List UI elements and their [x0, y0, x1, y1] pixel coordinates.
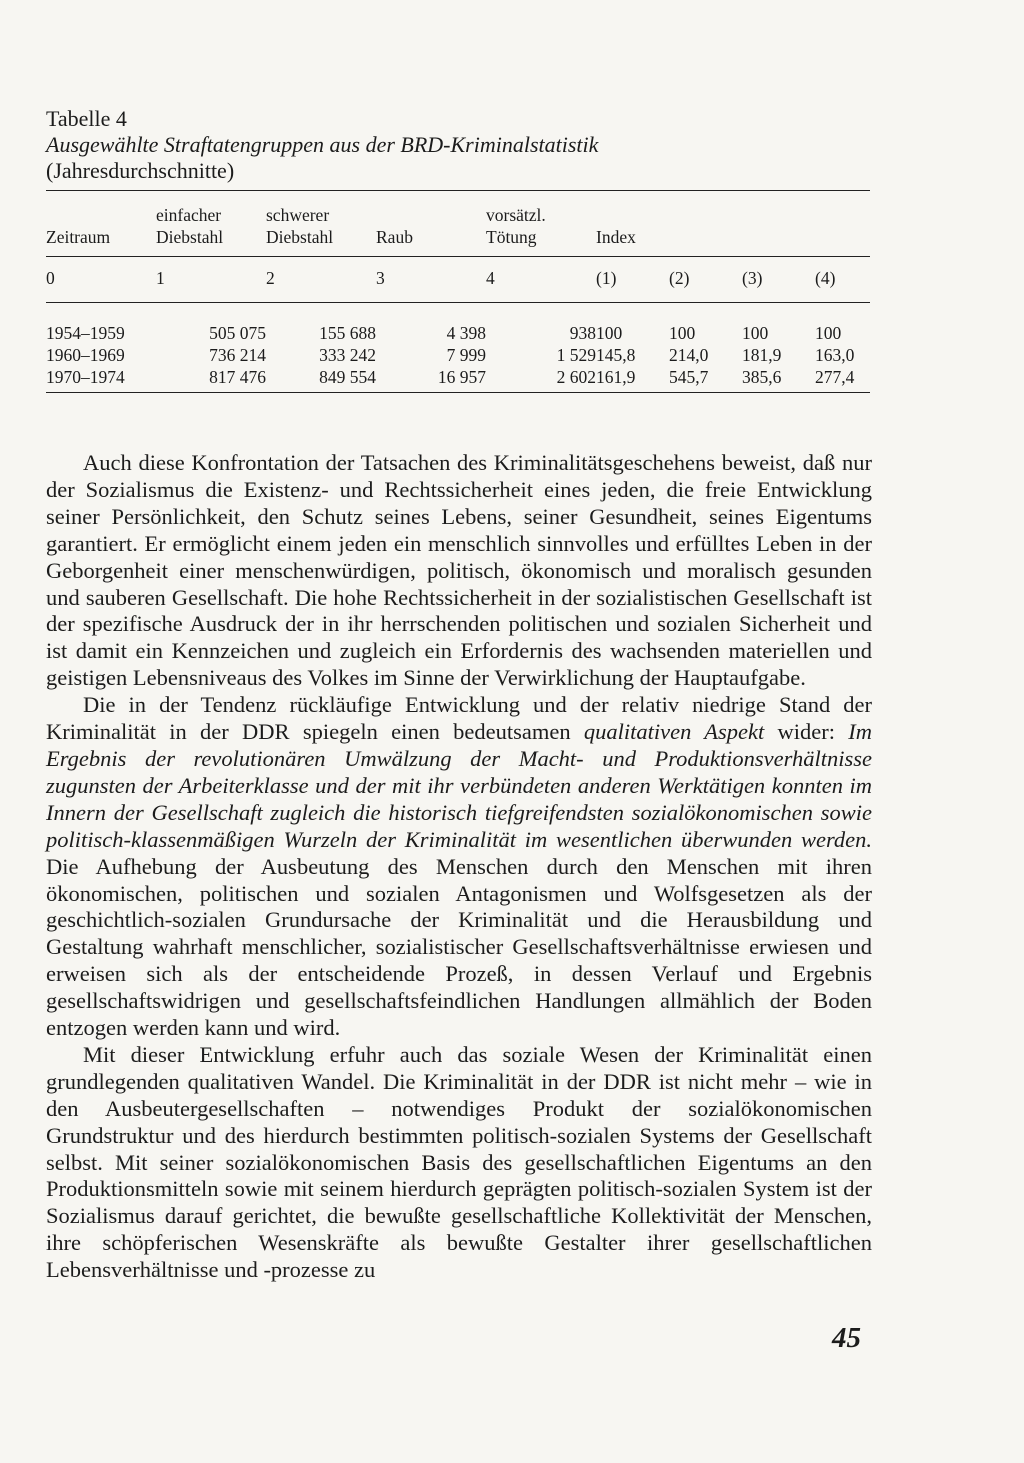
table-row [46, 322, 870, 344]
table-cell: 145,8 [596, 345, 636, 365]
column-number: (2) [669, 268, 690, 288]
table-subtitle: (Jahresdurchschnitte) [46, 158, 235, 183]
table-cell: 214,0 [669, 345, 709, 365]
table-cell: 736 214 [209, 345, 266, 365]
spacer-cell [46, 308, 870, 322]
table-cell: 817 476 [209, 367, 266, 387]
column-number: (4) [815, 268, 836, 288]
paragraph [46, 450, 872, 692]
text-run: Mit dieser Entwicklung erfuhr auch das soziale Wesen der Kriminalität einen grundlegenden qualitativen Wandel. Die Kriminalität in der DDR ist nicht mehr – wie in den Ausbeutergesellschaften – notwendiges Produkt der sozialökonomischen Grundstruktur und des hierdurch bestimmten politisch-sozialen Systems der Gesellschaft selbst. Mit seiner sozialökonomischen Basis des gesellschaftlichen Eigentums an den Produktionsmitteln sowie mit seinem hierdurch geprägten politisch-sozialen System ist der Sozialismus darauf gerichtet, die bewußte gesellschaftliche Kollektivität der Menschen, ihre schöpferischen Wesenskräfte als bewußte Gestalter ihrer gesellschaftlichen Lebensverhältnisse und -prozesse zu [46, 1041, 872, 1283]
table-header-row [46, 198, 870, 248]
table-cell: 385,6 [742, 367, 782, 387]
table-cell: 277,4 [815, 367, 855, 387]
text-run: wider: [764, 719, 849, 745]
crime-statistics-table [46, 198, 870, 388]
column-header-line: schwerer [266, 205, 330, 225]
column-number: (1) [596, 268, 617, 288]
paragraph [46, 692, 872, 1042]
table-cell: 16 957 [437, 367, 486, 387]
table-cell: 505 075 [209, 323, 266, 343]
table-cell: 545,7 [669, 367, 709, 387]
paragraph [46, 1042, 872, 1284]
column-header-line: einfacher [156, 205, 222, 225]
table-bottom-rule [46, 392, 870, 393]
column-header-line: Diebstahl [266, 227, 334, 247]
column-number: (3) [742, 268, 763, 288]
body-text [46, 450, 872, 1284]
column-header-line: vorsätzl. [486, 205, 546, 225]
table-cell: 100 [669, 323, 696, 343]
column-header-line: Raub [376, 227, 413, 247]
column-number: 0 [46, 268, 55, 288]
column-header-line: Zeitraum [46, 227, 111, 247]
table-label: Tabelle 4 [46, 106, 127, 131]
column-header [742, 198, 815, 248]
column-header [486, 198, 596, 248]
table-cell: 7 999 [446, 345, 486, 365]
table-caption [46, 106, 876, 184]
column-header-line: Diebstahl [156, 227, 224, 247]
emphasized-text: qualitativen Aspekt [583, 719, 765, 745]
column-header-line: Tötung [486, 227, 537, 247]
text-run: Die in der Tendenz rückläufige Entwicklung und der relativ niedrige Stand der Kriminalität in der DDR spiegeln einen bedeutsamen [46, 692, 872, 745]
table-cell: 2 602 [556, 367, 596, 387]
table-cell: 163,0 [815, 345, 855, 365]
text-run: Auch diese Konfrontation der Tatsachen des Kriminalitätsgeschehens beweist, daß nur der Sozialismus die Existenz- und Rechtssicherheit eines jeden, die freie Entwicklung seiner Persönlichkeit, den Schutz seines Lebens, seiner Gesundheit, seines Eigentums garantiert. Er ermöglicht einem jeden ein menschlich sinnvolles und erfülltes Leben in der Geborgenheit einer menschenwürdigen, politisch, ökonomisch und moralisch gesunden und sauberen Gesellschaft. Die hohe Rechtssicherheit in der sozialistischen Gesellschaft ist der spezifische Ausdruck der in ihr herrschenden politischen und sozialen Sicherheit und ist damit ein Kennzeichen und zugleich ein Erfordernis des wachsenden materiellen und geistigen Lebensniveaus des Volkes im Sinne der Verwirklichung der Hauptaufgabe. [46, 450, 872, 691]
column-header [156, 198, 266, 248]
column-header [669, 198, 742, 248]
table-cell: 1954–1959 [46, 323, 125, 343]
column-header [376, 198, 486, 248]
column-number: 1 [156, 268, 165, 288]
column-header [596, 198, 669, 248]
table-cell: 161,9 [596, 367, 636, 387]
column-number: 2 [266, 268, 275, 288]
table-top-rule [46, 190, 870, 191]
column-number: 4 [486, 268, 495, 288]
table-cell: 100 [596, 323, 623, 343]
text-run: Die Aufhebung der Ausbeutung des Menschen durch den Menschen mit ihren ökonomischen, politischen und sozialen Antagonismen und Wolfsgesetzen als der geschichtlich-sozialen Grundursache der Kriminalität und die Herausbildung und Gestaltung wahrhaft menschlicher, sozialistischer Gesellschaftsverhältnisse erwiesen und erweisen sich als der entscheidende Prozeß, in dessen Verlauf und Ergebnis gesellschaftswidrigen und gesellschaftsfeindlichen Handlungen allmählich der Boden entzogen werden kann und wird. [46, 853, 872, 1041]
column-header [815, 198, 870, 248]
column-number: 3 [376, 268, 385, 288]
table-spacer [46, 308, 870, 322]
emphasized-text: Im Ergebnis der revolutionären Umwälzung der Macht- und Produktionsverhältnisse zugunsten der Arbeiterklasse und der mit ihr verbündeten anderen Werktätigen konnten im Innern der Gesellschaft zugleich die historisch tiefgreifendsten sozialökonomischen sowie politisch-klassenmäßigen Wurzeln der Kriminalität im wesentlichen überwunden werden. [46, 719, 872, 852]
table-cell: 938 [569, 323, 596, 343]
table-row [46, 344, 870, 366]
table-cell: 849 554 [319, 367, 376, 387]
page-number: 45 [832, 1322, 861, 1354]
table-row [46, 366, 870, 388]
table-cell: 333 242 [319, 345, 376, 365]
table-cell: 181,9 [742, 345, 782, 365]
table-cell: 1960–1969 [46, 345, 125, 365]
table-cell: 100 [815, 323, 842, 343]
table-cell: 100 [742, 323, 769, 343]
table-cell: 155 688 [319, 323, 376, 343]
table-cell: 4 398 [446, 323, 486, 343]
column-header [46, 198, 156, 248]
table-title: Ausgewählte Straftatengruppen aus der BRD-Kriminalstatistik [46, 132, 599, 157]
table-cell: 1 529 [556, 345, 596, 365]
column-header-line: Index [596, 227, 636, 247]
column-number-row [46, 248, 870, 308]
table-cell: 1970–1974 [46, 367, 125, 387]
column-header [266, 198, 376, 248]
